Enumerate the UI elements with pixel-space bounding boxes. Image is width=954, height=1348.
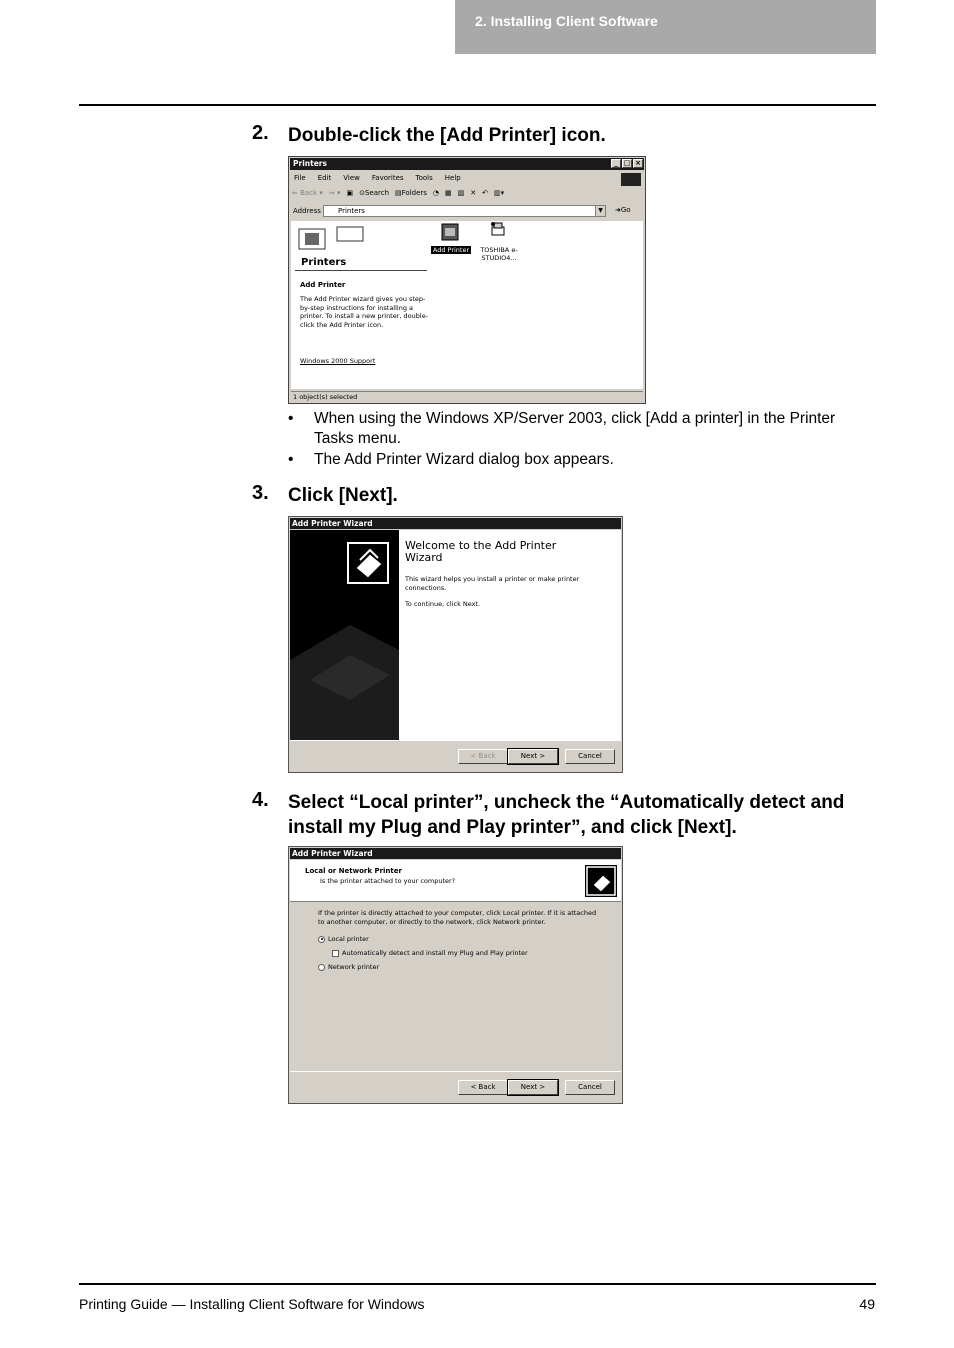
side-panel-text: The Add Printer wizard gives you step-by-step instructions for installing a printer. To install a new printer, double-click the Add Printer icon. [300, 295, 429, 329]
search-button[interactable]: ⊙Search [359, 189, 390, 197]
menu-tools[interactable]: Tools [415, 174, 433, 182]
back-button[interactable]: < Back [458, 749, 508, 764]
footer-title: Printing Guide — Installing Client Software for Windows [79, 1296, 425, 1312]
local-printer-label: Local printer [328, 935, 369, 943]
top-rule [79, 104, 876, 106]
wizard-main-panel [399, 530, 621, 740]
printer-icon[interactable] [489, 221, 507, 239]
windows-support-link[interactable]: Windows 2000 Support [300, 357, 376, 365]
next-button[interactable]: Next > [508, 1080, 558, 1095]
views-icon[interactable]: ▥▾ [494, 189, 505, 197]
step-number: 2. [252, 122, 269, 144]
radio-unselected-icon[interactable] [318, 964, 325, 971]
add-printer-wizard-local-screenshot [288, 846, 623, 1104]
move-to-icon[interactable]: ▦ [445, 189, 452, 197]
folders-button[interactable]: ▤Folders [395, 189, 427, 197]
auto-detect-label: Automatically detect and install my Plug and Play printer [342, 949, 528, 957]
toolbar [292, 189, 605, 197]
menu-bar [292, 174, 463, 182]
address-label: Address [293, 207, 321, 215]
up-folder-icon[interactable]: ▣ [346, 189, 354, 197]
side-panel-divider [295, 270, 427, 271]
go-button[interactable]: ➜Go [615, 206, 631, 214]
wizard-title: Add Printer Wizard [290, 518, 621, 529]
step-title: Double-click the [Add Printer] icon. [288, 125, 606, 146]
bullet-marker: • [288, 410, 294, 427]
printer-icon [585, 865, 617, 897]
address-field[interactable] [323, 205, 606, 217]
bullet-list [288, 409, 878, 471]
bullet-text: The Add Printer Wizard dialog box appears. [314, 451, 614, 468]
network-printer-option[interactable] [318, 963, 379, 971]
back-button[interactable]: ⇐ Back ▾ [292, 189, 323, 197]
wizard-description: This wizard helps you install a printer or make printer connections. [405, 575, 580, 592]
minimize-icon[interactable]: _ [611, 159, 621, 168]
page-number: 49 [859, 1296, 875, 1312]
step-number: 3. [252, 482, 269, 504]
back-button[interactable]: < Back [458, 1080, 508, 1095]
printers-content-pane [291, 221, 643, 389]
radio-selected-icon[interactable] [318, 936, 325, 943]
step-title: Select “Local printer”, uncheck the “Automatically detect and install my Plug and Play printer”, and click [Next]. [288, 792, 845, 838]
wizard-separator [290, 740, 621, 741]
network-printer-label: Network printer [328, 963, 380, 971]
cancel-button[interactable]: Cancel [565, 749, 615, 764]
wizard-heading: Welcome to the Add Printer Wizard [405, 539, 557, 564]
step-number: 4. [252, 789, 269, 811]
wizard-side-graphic [290, 530, 399, 740]
wizard-printer-graphic [290, 530, 399, 740]
bottom-rule [79, 1283, 876, 1285]
status-text: 1 object(s) selected [293, 393, 358, 401]
history-icon[interactable]: ◔ [432, 189, 440, 197]
copy-to-icon[interactable]: ▧ [457, 189, 465, 197]
next-button[interactable]: Next > [508, 749, 558, 764]
side-panel-title: Printers [301, 257, 347, 268]
list-item [288, 409, 878, 449]
chevron-down-icon[interactable]: ▼ [595, 206, 605, 216]
wizard-description: If the printer is directly attached to your computer, click Local printer. If it is attached to another computer, or directly to the network, click Network printer. [318, 909, 597, 926]
status-bar [291, 391, 643, 402]
menu-help[interactable]: Help [444, 174, 461, 182]
section-header-tab [455, 0, 876, 54]
add-printer-label[interactable]: Add Printer [432, 246, 470, 254]
section-header-label: 2. Installing Client Software [475, 13, 658, 29]
step-title: Click [Next]. [288, 485, 398, 506]
menu-file[interactable]: File [294, 174, 306, 182]
cancel-button[interactable]: Cancel [565, 1080, 615, 1095]
wizard-heading: Local or Network Printer [305, 867, 402, 875]
menu-edit[interactable]: Edit [317, 174, 332, 182]
local-printer-option[interactable] [318, 935, 369, 943]
bullet-text: When using the Windows XP/Server 2003, click [Add a printer] in the Printer Tasks menu. [314, 410, 836, 447]
auto-detect-option[interactable] [332, 949, 528, 957]
delete-icon[interactable]: ✕ [470, 189, 477, 197]
wizard-separator [290, 1071, 621, 1072]
checkbox-icon[interactable] [332, 950, 339, 957]
wizard-subheading: Is the printer attached to your computer? [320, 877, 456, 885]
window-title: Printers [293, 159, 327, 168]
wizard-title: Add Printer Wizard [290, 848, 621, 859]
bullet-marker: • [288, 451, 294, 468]
forward-button[interactable]: ⇒ ▾ [328, 189, 341, 197]
maximize-icon[interactable]: □ [623, 159, 631, 167]
address-value: Printers [338, 207, 365, 215]
list-item [288, 450, 878, 470]
printers-folder-icon [297, 223, 367, 255]
side-panel-heading: Add Printer [300, 281, 346, 289]
toshiba-printer-label[interactable]: TOSHIBA e-STUDIO4... [480, 246, 518, 262]
add-printer-icon[interactable] [441, 223, 459, 241]
close-icon[interactable]: × [633, 159, 643, 168]
add-printer-wizard-welcome-screenshot [288, 516, 623, 773]
undo-icon[interactable]: ↶ [482, 189, 489, 197]
printers-window-screenshot [288, 156, 646, 404]
wizard-header [290, 860, 621, 902]
wizard-instruction: To continue, click Next. [405, 600, 481, 608]
menu-favorites[interactable]: Favorites [371, 174, 404, 182]
window-titlebar [290, 158, 644, 170]
menu-view[interactable]: View [343, 174, 360, 182]
windows-logo-icon [621, 173, 641, 186]
